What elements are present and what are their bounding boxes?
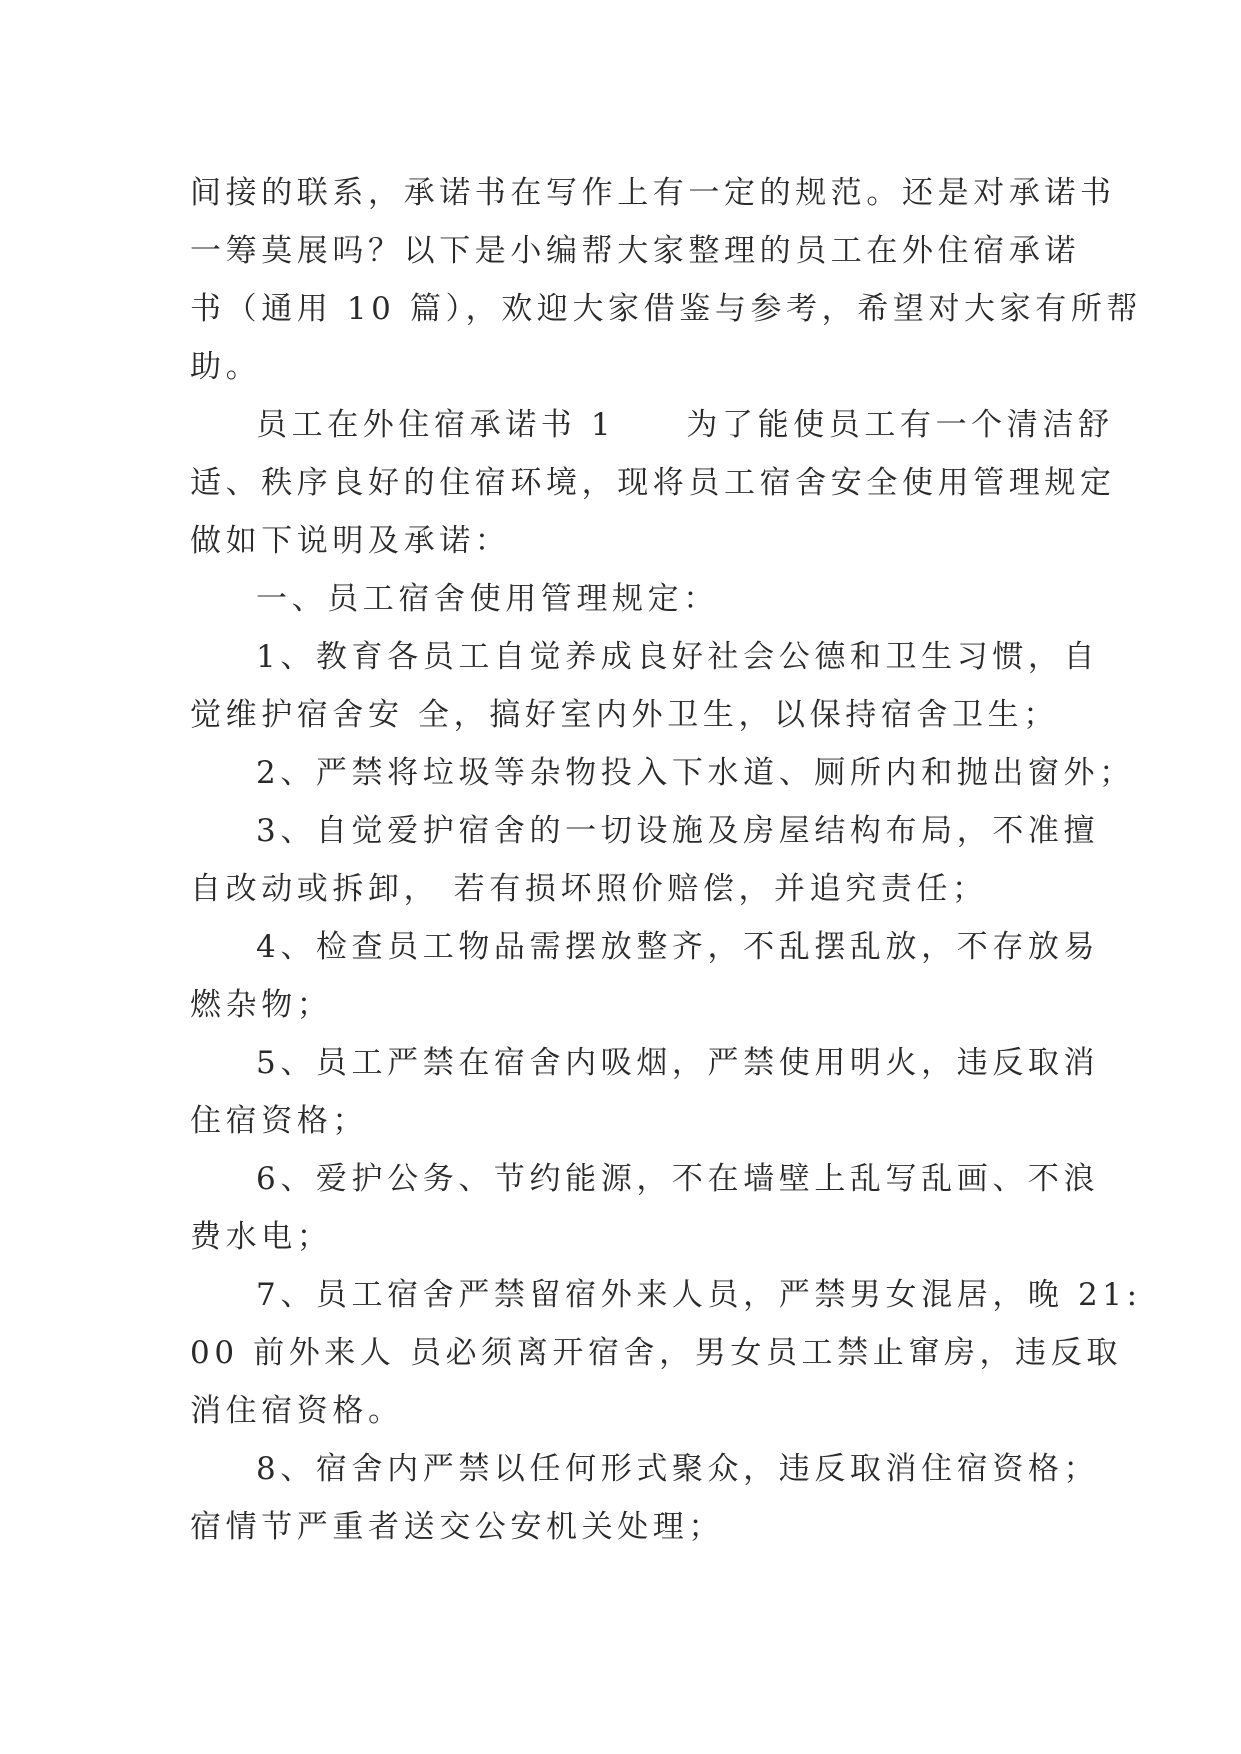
list-item-continuation: 燃杂物； bbox=[190, 987, 333, 1023]
list-item-continuation: 觉维护宿舍安 全，搞好室内外卫生，以保持宿舍卫生； bbox=[190, 697, 1059, 733]
list-item: 5、员工严禁在宿舍内吸烟，严禁使用明火，违反取消 bbox=[256, 1045, 1100, 1081]
list-item: 8、宿舍内严禁以任何形式聚众，违反取消住宿资格； bbox=[256, 1451, 1100, 1487]
list-item-continuation: 自改动或拆卸， 若有损坏照价赔偿，并追究责任； bbox=[190, 871, 988, 907]
section-heading: 一、员工宿舍使用管理规定： bbox=[256, 581, 719, 617]
list-item-continuation: 费水电； bbox=[190, 1219, 333, 1255]
list-item: 4、检查员工物品需摆放整齐，不乱摆乱放，不存放易 bbox=[256, 929, 1100, 965]
list-item: 7、员工宿舍严禁留宿外来人员，严禁男女混居，晚 21: bbox=[256, 1277, 1142, 1313]
text-line: 书（通用 10 篇），欢迎大家借鉴与参考，希望对大家有所帮 bbox=[190, 291, 1143, 327]
list-item: 1、教育各员工自觉养成良好社会公德和卫生习惯，自 bbox=[256, 639, 1100, 675]
list-item-continuation: 00 前外来人 员必须离开宿舍，男女员工禁止窜房，违反取 bbox=[190, 1335, 1122, 1371]
list-item: 6、爱护公务、节约能源，不在墙壁上乱写乱画、不浪 bbox=[256, 1161, 1100, 1197]
list-item-continuation: 宿情节严重者送交公安机关处理； bbox=[190, 1509, 724, 1545]
list-item: 3、自觉爱护宿舍的一切设施及房屋结构布局，不准擅 bbox=[256, 813, 1100, 849]
text-line: 间接的联系，承诺书在写作上有一定的规范。还是对承诺书 bbox=[190, 175, 1116, 211]
text-line: 助。 bbox=[190, 349, 262, 385]
text-line: 做如下说明及承诺： bbox=[190, 523, 511, 559]
text-line: 适、秩序良好的住宿环境，现将员工宿舍安全使用管理规定 bbox=[190, 465, 1116, 501]
list-item-continuation: 消住宿资格。 bbox=[190, 1393, 404, 1429]
list-item-continuation: 住宿资格； bbox=[190, 1103, 368, 1139]
document-body bbox=[190, 164, 1143, 1556]
text-line: 员工在外住宿承诺书 1 为了能使员工有一个清洁舒 bbox=[256, 407, 1114, 443]
text-line: 一筹莫展吗？以下是小编帮大家整理的员工在外住宿承诺 bbox=[190, 233, 1080, 269]
list-item: 2、严禁将垃圾等杂物投入下水道、厕所内和抛出窗外； bbox=[256, 755, 1135, 791]
